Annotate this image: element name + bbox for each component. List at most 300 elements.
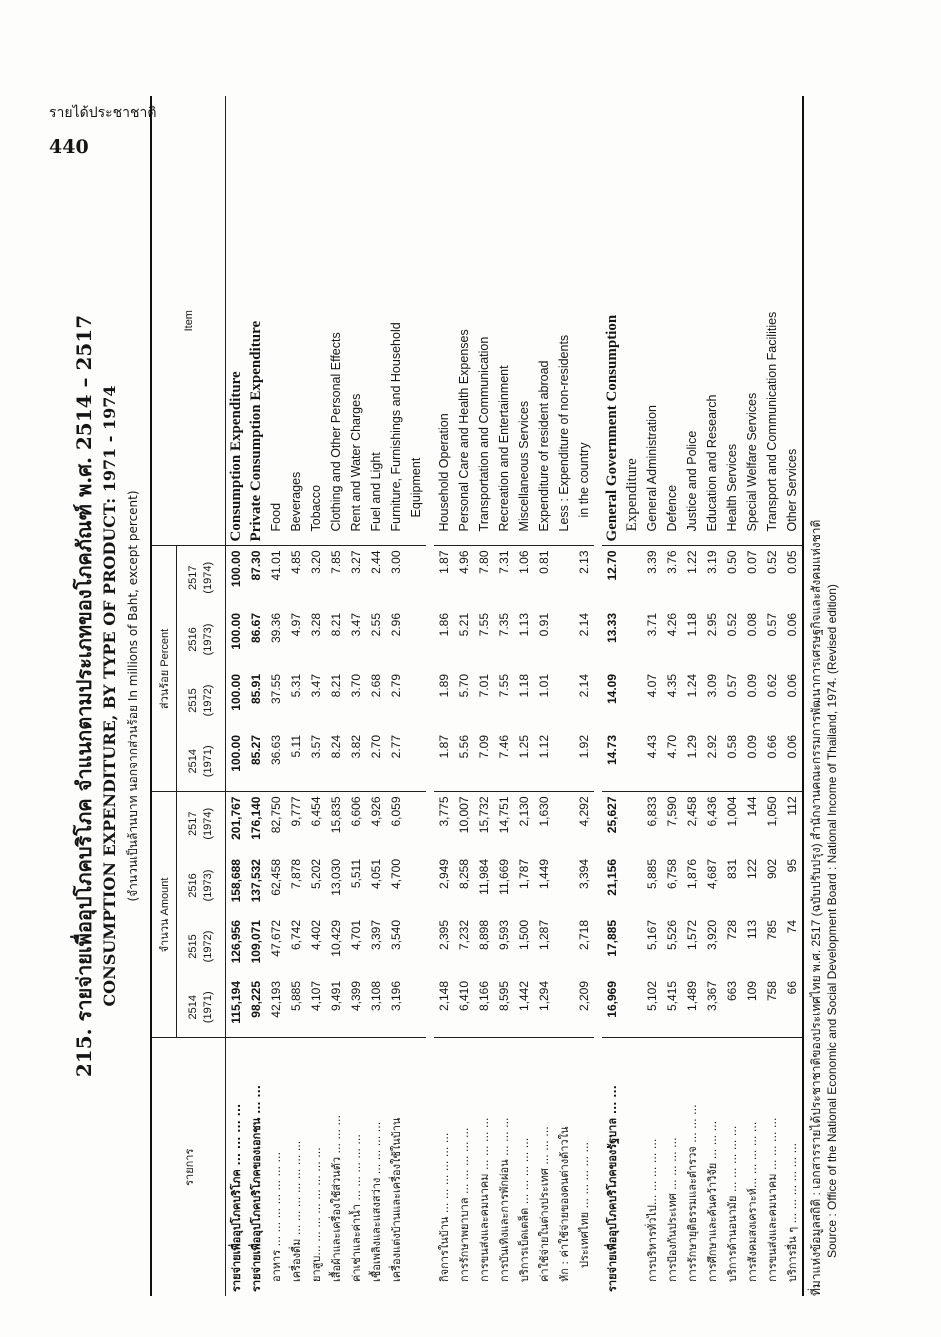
amount-cell: 16,969	[605, 981, 619, 1018]
percent-cell: 4.96	[454, 546, 474, 609]
percent-cell: 85.27	[249, 735, 263, 766]
table-row	[386, 96, 406, 1296]
header-thai-item: รายการ	[151, 1038, 226, 1296]
percent-cell: 8.21	[329, 613, 343, 637]
percent-cell: 85.91	[249, 674, 263, 705]
row-label-thai: หัก : ค่าใช้จ่ายของคนต่างด้าวใน	[554, 1038, 574, 1296]
percent-cell: 1.24	[685, 674, 699, 698]
amount-cell: 47,672	[269, 920, 283, 957]
table-row	[534, 96, 554, 1296]
amount-cell: 3,108	[369, 981, 383, 1012]
table-row	[474, 96, 494, 1296]
amount-cell: 4,701	[349, 920, 363, 951]
amount-cell: 5,885	[645, 859, 659, 890]
amount-cell: 11,984	[477, 859, 491, 895]
table-row	[430, 96, 454, 1296]
amount-cell	[554, 916, 574, 977]
table-row	[346, 96, 366, 1296]
amount-cell: 126,956	[229, 920, 243, 964]
percent-cell: 2.13	[574, 546, 598, 609]
row-label-english: Less : Expenditure of non-residents	[557, 334, 571, 532]
percent-cell	[554, 731, 574, 792]
percent-cell: 4.26	[665, 613, 679, 637]
amount-cell: 10,007	[454, 792, 474, 855]
amount-cell: 9,491	[329, 981, 343, 1012]
row-label-english: Other Services	[785, 448, 799, 532]
percent-cell: 100.00	[226, 546, 247, 609]
amount-cell: 5,885	[289, 981, 303, 1012]
row-label-english: Household Operation	[437, 413, 451, 532]
row-label-thai: เสื้อผ้าและเครื่องใช้ส่วนตัว ... ... ...	[326, 1038, 346, 1296]
amount-cell: 25,627	[598, 792, 622, 855]
row-label-thai: รายจ่ายเพื่ออุปโภคบริโภคของเอกชน ... ...	[246, 1038, 266, 1296]
amount-cell: 1,630	[534, 792, 554, 855]
consumption-expenditure-table	[150, 96, 804, 1296]
row-label-english: Special Welfare Services	[745, 392, 759, 532]
percent-cell: 2.14	[577, 674, 591, 698]
source-thai: ที่มาแห่งข้อมูลสถิติ : เอกสารรายได้ประชาชาติของประเทศไทย พ.ศ. 2517 (ฉบับปรับปรุง) สำนักงานคณะกรรมการพัฒนาการเศรษฐกิจและสังคมแห่งชาติ	[809, 519, 823, 1296]
percent-cell: 1.89	[437, 674, 451, 698]
table-row	[286, 96, 306, 1296]
amount-cell: 1,489	[685, 981, 699, 1012]
amount-cell: 5,202	[309, 859, 323, 890]
amount-cell: 82,750	[266, 792, 286, 855]
rotated-table-block	[64, 96, 874, 1296]
page-number: 440	[49, 136, 89, 158]
table-row	[494, 96, 514, 1296]
table-title-thai: 215. รายจ่ายเพื่ออุปโภคบริโภค จำแนกตามประเภทของโภคภัณฑ์ พ.ศ. 2514 – 2517	[72, 314, 96, 1078]
amount-cell: 7,878	[289, 859, 303, 890]
amount-cell: 6,410	[457, 981, 471, 1012]
amount-cell	[554, 855, 574, 916]
row-label-english: Education and Research	[705, 394, 719, 532]
amount-cell: 122	[745, 859, 759, 880]
row-label-thai: บริการด้านอนามัย ... ... ... ... ...	[722, 1038, 742, 1296]
amount-cell	[622, 916, 642, 977]
amount-cell: 4,292	[574, 792, 598, 855]
percent-cell: 7.55	[477, 613, 491, 637]
amount-cell: 158,688	[229, 859, 243, 903]
row-label-english: Transportation and Communication	[477, 336, 491, 532]
amount-cell: 1,500	[517, 920, 531, 951]
amount-cell: 5,167	[645, 920, 659, 951]
year-ad: (1973)	[202, 869, 214, 902]
amount-cell	[622, 855, 642, 916]
percent-cell: 3.00	[386, 546, 406, 609]
percent-cell: 1.22	[682, 546, 702, 609]
amount-cell: 6,606	[346, 792, 366, 855]
percent-cell: 0.06	[785, 674, 799, 698]
row-label-english: Defence	[665, 484, 679, 532]
year-ad: (1972)	[202, 930, 214, 963]
amount-cell: 13,030	[329, 859, 343, 896]
row-label-english: Beverages	[289, 471, 303, 532]
percent-cell: 1.92	[577, 735, 591, 759]
percent-cell: 1.01	[537, 674, 551, 698]
amount-cell: 62,458	[269, 859, 283, 896]
percent-cell	[622, 731, 642, 792]
year-be: 2515	[187, 688, 199, 713]
percent-cell: 0.50	[722, 546, 742, 609]
row-label-thai: รายจ่ายเพื่ออุปโภคบริโภคของรัฐบาล ... ...	[598, 1038, 622, 1296]
percent-cell: 5.11	[289, 735, 303, 758]
amount-cell: 15,732	[474, 792, 494, 855]
amount-cell: 1,449	[537, 859, 551, 890]
year-header	[177, 977, 226, 1038]
year-header	[177, 792, 226, 855]
amount-cell: 6,758	[665, 859, 679, 890]
row-label-english: Furniture, Furnishings and Household	[389, 322, 403, 532]
year-be: 2514	[187, 995, 199, 1020]
percent-cell: 2.95	[705, 613, 719, 637]
year-ad: (1973)	[202, 623, 214, 656]
amount-cell: 7,590	[662, 792, 682, 855]
percent-cell: 1.12	[537, 735, 551, 759]
amount-cell: 201,767	[226, 792, 247, 855]
amount-cell: 8,258	[457, 859, 471, 890]
percent-cell: 5.21	[457, 613, 471, 637]
amount-cell: 1,294	[537, 981, 551, 1012]
percent-cell: 0.08	[745, 613, 759, 637]
amount-cell: 176,140	[246, 792, 266, 855]
amount-cell: 14,751	[494, 792, 514, 855]
percent-cell: 1.86	[437, 613, 451, 637]
percent-cell: 1.06	[514, 546, 534, 609]
percent-cell: 14.73	[605, 735, 619, 766]
amount-cell: 144	[742, 792, 762, 855]
year-ad: (1972)	[202, 684, 214, 717]
percent-cell: 3.09	[705, 674, 719, 698]
percent-cell: 2.92	[705, 735, 719, 759]
amount-cell: 8,595	[497, 981, 511, 1012]
table-row	[762, 96, 782, 1296]
percent-cell	[554, 670, 574, 731]
amount-cell: 4,700	[389, 859, 403, 890]
row-label-english: Food	[269, 502, 283, 532]
percent-cell: 1.29	[685, 735, 699, 759]
table-row	[742, 96, 762, 1296]
table-row	[406, 96, 430, 1296]
amount-cell	[622, 792, 642, 855]
table-row	[366, 96, 386, 1296]
percent-cell: 0.58	[725, 735, 739, 759]
percent-cell: 4.35	[665, 674, 679, 698]
row-label-english: General Administration	[645, 405, 659, 532]
percent-cell: 2.77	[389, 735, 403, 759]
row-label-thai: การบริหารทั่วไป... ... ... ... ...	[642, 1038, 662, 1296]
percent-cell: 4.43	[645, 735, 659, 759]
percent-cell: 1.13	[517, 613, 531, 637]
percent-cell: 37.55	[269, 674, 283, 705]
row-label-thai: อาหาร ... ... ... ... ... ... ...	[266, 1038, 286, 1296]
percent-cell: 87.30	[246, 546, 266, 609]
amount-cell: 4,107	[309, 981, 323, 1012]
row-label-english: General Government Consumption	[603, 314, 620, 542]
percent-cell: 13.33	[605, 613, 619, 644]
percent-cell: 3.20	[306, 546, 326, 609]
percent-cell	[554, 546, 574, 609]
row-label-english: Miscellaneous Services	[517, 400, 531, 532]
row-label-thai: กิจการในบ้าน ... ... ... ... ... ...	[430, 1038, 454, 1296]
year-ad: (1974)	[202, 807, 214, 840]
amount-cell: 758	[765, 981, 779, 1002]
percent-cell: 0.81	[534, 546, 554, 609]
percent-cell: 0.52	[725, 613, 739, 637]
percent-cell: 7.80	[474, 546, 494, 609]
percent-cell	[554, 609, 574, 670]
row-label-english: Clothing and Other Personal Effects	[329, 332, 343, 532]
percent-cell: 14.09	[605, 674, 619, 705]
amount-cell: 1,287	[537, 920, 551, 951]
year-be: 2517	[187, 811, 199, 836]
amount-cell: 137,532	[249, 859, 263, 903]
amount-cell: 2,458	[682, 792, 702, 855]
table-row	[554, 96, 574, 1296]
percent-cell: 41.01	[266, 546, 286, 609]
amount-cell: 6,454	[306, 792, 326, 855]
amount-cell: 2,718	[577, 920, 591, 951]
amount-cell: 95	[785, 859, 799, 873]
row-label-english: Expenditure of resident abroad	[537, 360, 551, 532]
percent-cell: 3.47	[349, 613, 363, 637]
year-header	[177, 916, 226, 977]
amount-cell: 6,436	[702, 792, 722, 855]
table-row	[722, 96, 742, 1296]
amount-cell: 3,196	[389, 981, 403, 1012]
table-unit-note: (จำนวนเป็นล้านบาท นอกจากส่วนร้อย In millions of Baht, except percent)	[126, 490, 140, 902]
amount-cell	[554, 977, 574, 1038]
percent-cell: 5.31	[289, 674, 303, 698]
amount-cell: 115,194	[229, 981, 243, 1024]
percent-cell	[622, 546, 642, 609]
row-label-thai	[406, 1038, 430, 1296]
percent-cell: 100.00	[229, 674, 243, 711]
percent-cell: 0.57	[725, 674, 739, 698]
percent-cell: 8.21	[329, 674, 343, 698]
percent-cell: 5.70	[457, 674, 471, 698]
amount-cell: 112	[782, 792, 803, 855]
amount-cell: 2,395	[437, 920, 451, 951]
percent-cell: 4.07	[645, 674, 659, 698]
percent-cell: 2.70	[369, 735, 383, 759]
percent-cell: 7.09	[477, 735, 491, 759]
amount-cell: 17,885	[605, 920, 619, 957]
amount-cell: 3,394	[577, 859, 591, 890]
amount-cell: 831	[725, 859, 739, 880]
row-label-english: Equipment	[409, 457, 423, 518]
amount-cell	[406, 792, 430, 855]
row-label-thai: บริการอื่น ๆ ... ... ... ... ... ...	[782, 1038, 803, 1296]
percent-cell: 39.36	[269, 613, 283, 644]
row-label-english: Consumption Expenditure	[227, 371, 244, 542]
table-row	[326, 96, 346, 1296]
amount-cell: 1,050	[762, 792, 782, 855]
percent-cell: 100.00	[229, 613, 243, 650]
amount-cell: 3,367	[705, 981, 719, 1012]
percent-cell: 2.79	[389, 674, 403, 698]
percent-cell: 2.55	[369, 613, 383, 637]
percent-cell: 3.19	[702, 546, 722, 609]
percent-cell: 7.55	[497, 674, 511, 698]
amount-cell: 4,926	[366, 792, 386, 855]
row-label-thai: เครื่องแต่งบ้านและเครื่องใช้ในบ้าน	[386, 1038, 406, 1296]
year-ad: (1974)	[202, 561, 214, 594]
table-row	[682, 96, 702, 1296]
percent-cell: 3.39	[642, 546, 662, 609]
percent-cell: 2.68	[369, 674, 383, 698]
row-label-thai	[622, 1038, 642, 1296]
row-label-english: Fuel and Light	[369, 452, 383, 532]
percent-cell: 7.35	[497, 613, 511, 637]
amount-cell: 4,402	[309, 920, 323, 951]
amount-cell	[406, 916, 430, 977]
percent-cell: 4.70	[665, 735, 679, 759]
running-header: รายได้ประชาชาติ	[49, 105, 157, 121]
year-be: 2515	[187, 934, 199, 959]
header-percent: ส่วนร้อย Percent	[151, 546, 177, 792]
year-header	[177, 609, 226, 670]
year-be: 2514	[187, 749, 199, 774]
table-row	[642, 96, 662, 1296]
amount-cell: 4,687	[705, 859, 719, 890]
row-label-thai: ค่าใช้จ่ายในต่างประเทศ ... ... ...	[534, 1038, 554, 1296]
percent-cell: 7.46	[497, 735, 511, 759]
amount-cell	[406, 977, 430, 1038]
percent-cell	[406, 670, 430, 731]
year-be: 2516	[187, 873, 199, 898]
row-label-thai: เครื่องดื่ม ... ... ... ... ... ... ...	[286, 1038, 306, 1296]
row-label-english: Justice and Police	[685, 430, 699, 532]
percent-cell: 86.67	[249, 613, 263, 644]
percent-cell: 1.18	[685, 613, 699, 637]
percent-cell: 1.87	[437, 735, 451, 759]
row-label-thai: บริการเบ็ดเตล็ด ... ... ... ... ...	[514, 1038, 534, 1296]
amount-cell: 98,225	[249, 981, 263, 1018]
amount-cell: 9,593	[497, 920, 511, 951]
row-label-english: Expenditure	[623, 458, 640, 532]
percent-cell: 0.06	[785, 613, 799, 637]
amount-cell: 5,415	[665, 981, 679, 1012]
amount-cell: 42,193	[269, 981, 283, 1018]
percent-cell: 0.09	[745, 674, 759, 698]
amount-cell: 66	[785, 981, 799, 995]
percent-cell: 0.62	[765, 674, 779, 698]
percent-cell: 100.00	[229, 735, 243, 772]
amount-cell: 2,209	[577, 981, 591, 1012]
percent-cell: 36.63	[269, 735, 283, 766]
amount-cell: 1,004	[722, 792, 742, 855]
table-row	[246, 96, 266, 1296]
year-header	[177, 855, 226, 916]
amount-cell: 902	[765, 859, 779, 880]
amount-cell: 9,777	[286, 792, 306, 855]
year-ad: (1971)	[202, 745, 214, 778]
percent-cell: 3.82	[349, 735, 363, 759]
row-label-thai: การบันเทิงและการพักผ่อน ... ... ...	[494, 1038, 514, 1296]
source-english: Source : Office of the National Economic and Social Development Board : National Income of Thailand, 1974. (Revised edition)	[825, 584, 839, 1258]
amount-cell: 663	[725, 981, 739, 1002]
row-label-english: Rent and Water Charges	[349, 393, 363, 532]
year-header	[177, 670, 226, 731]
year-header	[177, 546, 226, 609]
year-be: 2516	[187, 627, 199, 652]
row-label-english: Personal Care and Health Expenses	[457, 329, 471, 532]
row-label-thai: การขนส่งและคมนาคม ... ... ... ...	[474, 1038, 494, 1296]
row-label-thai: ยาสูบ... ... ... ... ... ... ... ...	[306, 1038, 326, 1296]
percent-cell: 7.31	[494, 546, 514, 609]
percent-cell: 5.56	[457, 735, 471, 759]
percent-cell: 0.05	[782, 546, 803, 609]
year-ad: (1971)	[202, 991, 214, 1024]
percent-cell: 0.52	[762, 546, 782, 609]
amount-cell: 2,148	[437, 981, 451, 1012]
row-label-thai: เชื้อเพลิงและแสงสว่าง ... ... ... ...	[366, 1038, 386, 1296]
percent-cell	[406, 609, 430, 670]
amount-cell: 15,835	[326, 792, 346, 855]
amount-cell: 7,232	[457, 920, 471, 951]
row-label-thai: การรักษายุติธรรมและตำรวจ ... ... ...	[682, 1038, 702, 1296]
percent-cell	[406, 731, 430, 792]
amount-cell: 2,949	[437, 859, 451, 890]
amount-cell: 5,102	[645, 981, 659, 1012]
amount-cell: 1,442	[517, 981, 531, 1012]
year-be: 2517	[187, 565, 199, 590]
amount-cell: 6,742	[289, 920, 303, 951]
table-row	[454, 96, 474, 1296]
table-title-english: CONSUMPTION EXPENDITURE, BY TYPE OF PRODUCT: 1971 - 1974	[100, 385, 119, 1007]
row-label-english: Health Services	[725, 443, 739, 532]
row-label-english: Private Consumption Expenditure	[247, 320, 264, 542]
amount-cell	[622, 977, 642, 1038]
row-label-english: Transport and Communication Facilities	[765, 311, 779, 532]
amount-cell: 3,775	[430, 792, 454, 855]
percent-cell: 7.85	[326, 546, 346, 609]
amount-cell: 1,787	[517, 859, 531, 890]
percent-cell	[406, 546, 430, 609]
amount-cell: 3,540	[389, 920, 403, 951]
amount-cell: 3,920	[705, 920, 719, 951]
amount-cell: 3,397	[369, 920, 383, 951]
amount-cell: 21,156	[605, 859, 619, 896]
row-label-thai: การรักษาพยาบาล ... ... ... ... ...	[454, 1038, 474, 1296]
row-label-thai: การศึกษาและค้นคว้าวิจัย ... ... ...	[702, 1038, 722, 1296]
amount-cell: 109,071	[249, 920, 263, 964]
percent-cell: 0.06	[785, 735, 799, 759]
percent-cell: 3.76	[662, 546, 682, 609]
percent-cell: 0.91	[537, 613, 551, 637]
percent-cell: 8.24	[329, 735, 343, 759]
percent-cell: 0.57	[765, 613, 779, 637]
percent-cell: 3.70	[349, 674, 363, 698]
amount-cell: 109	[745, 981, 759, 1002]
percent-cell: 2.44	[366, 546, 386, 609]
table-row	[226, 96, 247, 1296]
percent-cell: 3.71	[645, 613, 659, 637]
table-row	[306, 96, 326, 1296]
row-label-thai: การขนส่งและคมนาคม ... ... ... ...	[762, 1038, 782, 1296]
percent-cell: 1.18	[517, 674, 531, 698]
amount-cell: 113	[745, 920, 759, 940]
percent-cell: 12.70	[598, 546, 622, 609]
amount-cell: 728	[725, 920, 739, 941]
table-row	[622, 96, 642, 1296]
amount-cell: 785	[765, 920, 779, 941]
table-row	[662, 96, 682, 1296]
amount-cell: 4,051	[369, 859, 383, 890]
amount-cell: 6,833	[642, 792, 662, 855]
amount-cell: 10,429	[329, 920, 343, 957]
row-label-thai: การป้องกันประเทศ ... ... ... ...	[662, 1038, 682, 1296]
